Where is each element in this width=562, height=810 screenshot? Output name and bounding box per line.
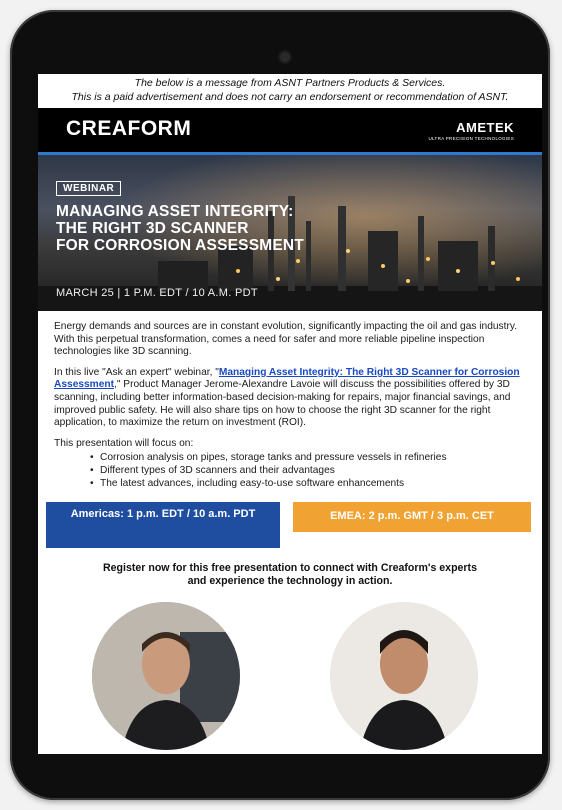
webinar-title-line-1: MANAGING ASSET INTEGRITY: [56,203,294,220]
intro-paragraph: Energy demands and sources are in constant evolution, significantly impacting the oil and gas industry. With this perpetual transformation, comes a need for safer and more reliable pipeline inspection technologies like 3D scanning. [54,321,518,358]
description-paragraph [54,367,526,430]
disclaimer-line-2: This is a paid advertisement and does not carry an endorsement or recommendation of ASNT. [71,91,509,103]
tablet-frame [10,10,550,800]
list-item: • Different types of 3D scanners and their advantages [100,465,526,478]
webinar-title-link[interactable]: Managing Asset Integrity: The Right 3D Scanner for Corrosion Assessment [54,366,520,391]
focus-list [54,452,526,490]
speaker-photo-1 [92,602,240,750]
disclaimer-line-1: The below is a message from ASNT Partners Products & Services. [134,77,446,89]
americas-register-button[interactable]: Americas: 1 p.m. EDT / 10 a.m. PDT [46,502,280,548]
email-screen[interactable] [38,74,542,754]
webinar-date: MARCH 25 | 1 P.M. EDT / 10 A.M. PDT [56,287,258,299]
emea-register-button[interactable]: EMEA: 2 p.m. GMT / 3 p.m. CET [293,502,531,532]
register-callout [38,562,542,588]
register-line-2: and experience the technology in action. [187,575,393,588]
speaker-portraits [38,588,542,708]
description-suffix: ," Product Manager Jerome-Alexandre Lavoie will discuss the possibilities offered by 3D scanning, including better information-based decision-making for repairs, major financial savings, and improved public safety. He will also share tips on how to choose the right 3D scanner for the right application, to maximize the return on investment (ROI). [54,379,511,429]
hero-banner[interactable] [38,152,542,311]
description-prefix: In this live "Ask an expert" webinar, " [54,366,219,378]
focus-intro: This presentation will focus on: [54,437,194,449]
email-body [38,311,542,490]
webinar-title-line-3: FOR CORROSION ASSESSMENT [56,237,304,254]
disclaimer [38,74,542,108]
webinar-tag: WEBINAR [56,181,121,196]
speaker-photo-2 [330,602,478,750]
webinar-title-line-2: THE RIGHT 3D SCANNER [56,220,249,237]
register-line-1: Register now for this free presentation to connect with Creaform's experts [103,562,477,575]
ametek-logo[interactable] [429,120,515,141]
list-item: • The latest advances, including easy-to-use software enhancements [100,478,526,491]
camera-icon [280,52,290,62]
list-item: • Corrosion analysis on pipes, storage tanks and pressure vessels in refineries [100,452,526,465]
webinar-title [56,203,376,254]
brand-bar [38,108,542,152]
creaform-logo[interactable]: CREAFORM [66,117,192,140]
ametek-logo-tagline: ULTRA PRECISION TECHNOLOGIES [428,136,514,141]
register-buttons [38,502,542,562]
ametek-logo-text: AMETEK [456,120,514,135]
